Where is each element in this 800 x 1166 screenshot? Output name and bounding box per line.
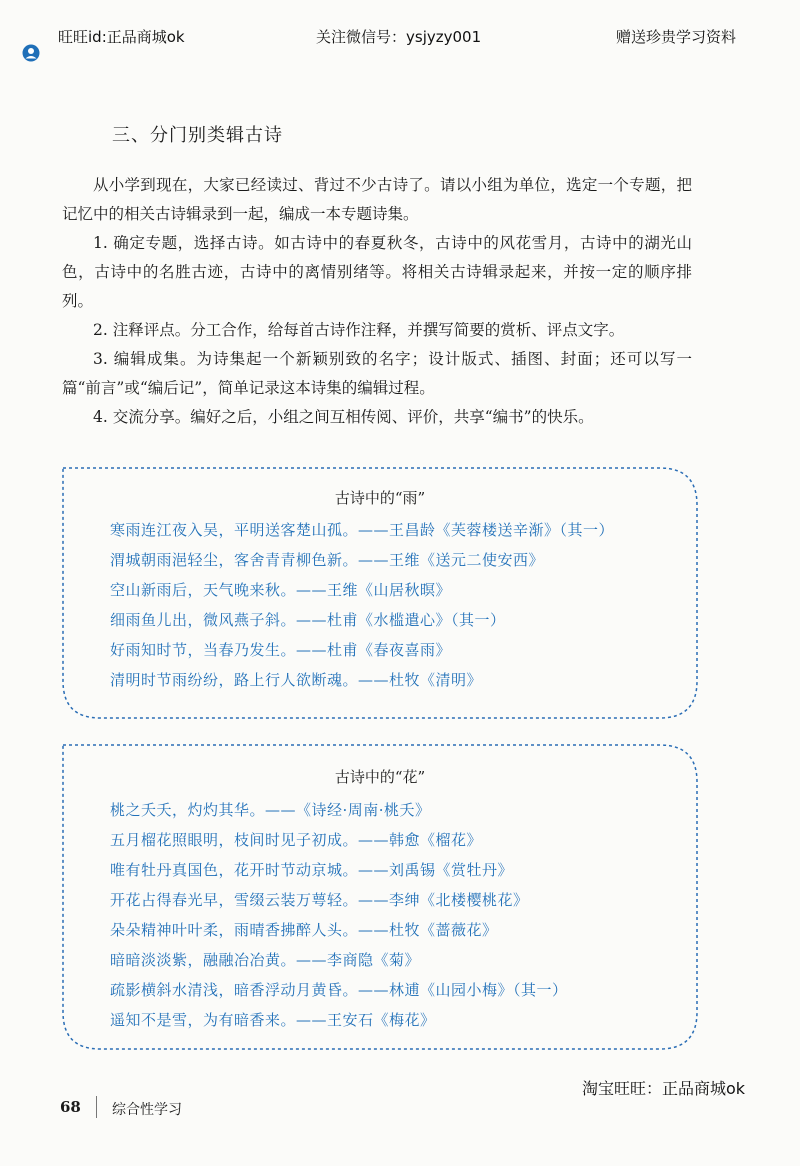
watermark-right: 赠送珍贵学习资料 [616, 28, 737, 46]
user-icon [22, 44, 40, 62]
footer-label: 综合性学习 [112, 1102, 182, 1118]
paragraph: 从小学到现在，大家已经读过、背过不少古诗了。请以小组为单位，选定一个专题，把记忆中的相关古诗辑录到一起，编成一本专题诗集。 [62, 176, 692, 223]
box-title: 古诗中的“雨” [334, 489, 426, 507]
section-title: 三、分门别类辑古诗 [112, 125, 283, 146]
poem-line: 遥知不是雪，为有暗香来。——王安石《梅花》 [110, 1011, 436, 1029]
watermark-bottom: 淘宝旺旺：正品商城ok [582, 1079, 746, 1098]
poem-box-rain [62, 467, 698, 719]
footer-divider [96, 1096, 97, 1118]
poem-line: 细雨鱼儿出，微风燕子斜。——杜甫《水槛遣心》（其一） [110, 611, 506, 629]
paragraph: 3. 编辑成集。为诗集起一个新颖别致的名字；设计版式、插图、封面；还可以写一篇“前言”或“编后记”，简单记录这本诗集的编辑过程。 [62, 350, 692, 397]
poem-line: 寒雨连江夜入吴，平明送客楚山孤。——王昌龄《芙蓉楼送辛渐》（其一） [110, 521, 615, 539]
poem-line: 好雨知时节，当春乃发生。——杜甫《春夜喜雨》 [110, 641, 452, 659]
page-number: 68 [60, 1098, 81, 1116]
poem-line: 五月榴花照眼明，枝间时见子初成。——韩愈《榴花》 [110, 831, 483, 849]
poem-line: 朵朵精神叶叶柔，雨晴香拂醉人头。——杜牧《蔷薇花》 [110, 921, 498, 939]
poem-line: 疏影横斜水清浅，暗香浮动月黄昏。——林逋《山园小梅》（其一） [110, 981, 568, 999]
poem-line: 渭城朝雨浥轻尘，客舍青青柳色新。——王维《送元二使安西》 [110, 551, 545, 569]
poem-line: 桃之夭夭，灼灼其华。——《诗经·周南·桃夭》 [110, 801, 431, 819]
poem-line: 唯有牡丹真国色，花开时节动京城。——刘禹锡《赏牡丹》 [110, 861, 514, 879]
paragraph: 1. 确定专题，选择古诗。如古诗中的春夏秋冬，古诗中的风花雪月，古诗中的湖光山色，古诗中的名胜古迹，古诗中的离情别绪等。将相关古诗辑录起来，并按一定的顺序排列。 [62, 234, 692, 310]
paragraph: 2. 注释评点。分工合作，给每首古诗作注释，并撰写简要的赏析、评点文字。 [93, 321, 625, 339]
box-title: 古诗中的“花” [334, 768, 426, 786]
paragraph: 4. 交流分享。编好之后，小组之间互相传阅、评价，共享“编书”的快乐。 [93, 408, 594, 426]
poem-line: 开花占得春光早，雪缀云装万萼轻。——李绅《北楼樱桃花》 [110, 891, 529, 909]
watermark-middle: 关注微信号：ysjyzy001 [316, 28, 482, 46]
poem-line: 清明时节雨纷纷，路上行人欲断魂。——杜牧《清明》 [110, 671, 483, 689]
watermark-left: 旺旺id:正品商城ok [58, 28, 185, 46]
poem-line: 暗暗淡淡紫，融融冶冶黄。——李商隐《菊》 [110, 951, 421, 969]
instructions [62, 171, 692, 432]
poem-box-flower [62, 744, 698, 1050]
poem-line: 空山新雨后，天气晚来秋。——王维《山居秋暝》 [110, 581, 452, 599]
